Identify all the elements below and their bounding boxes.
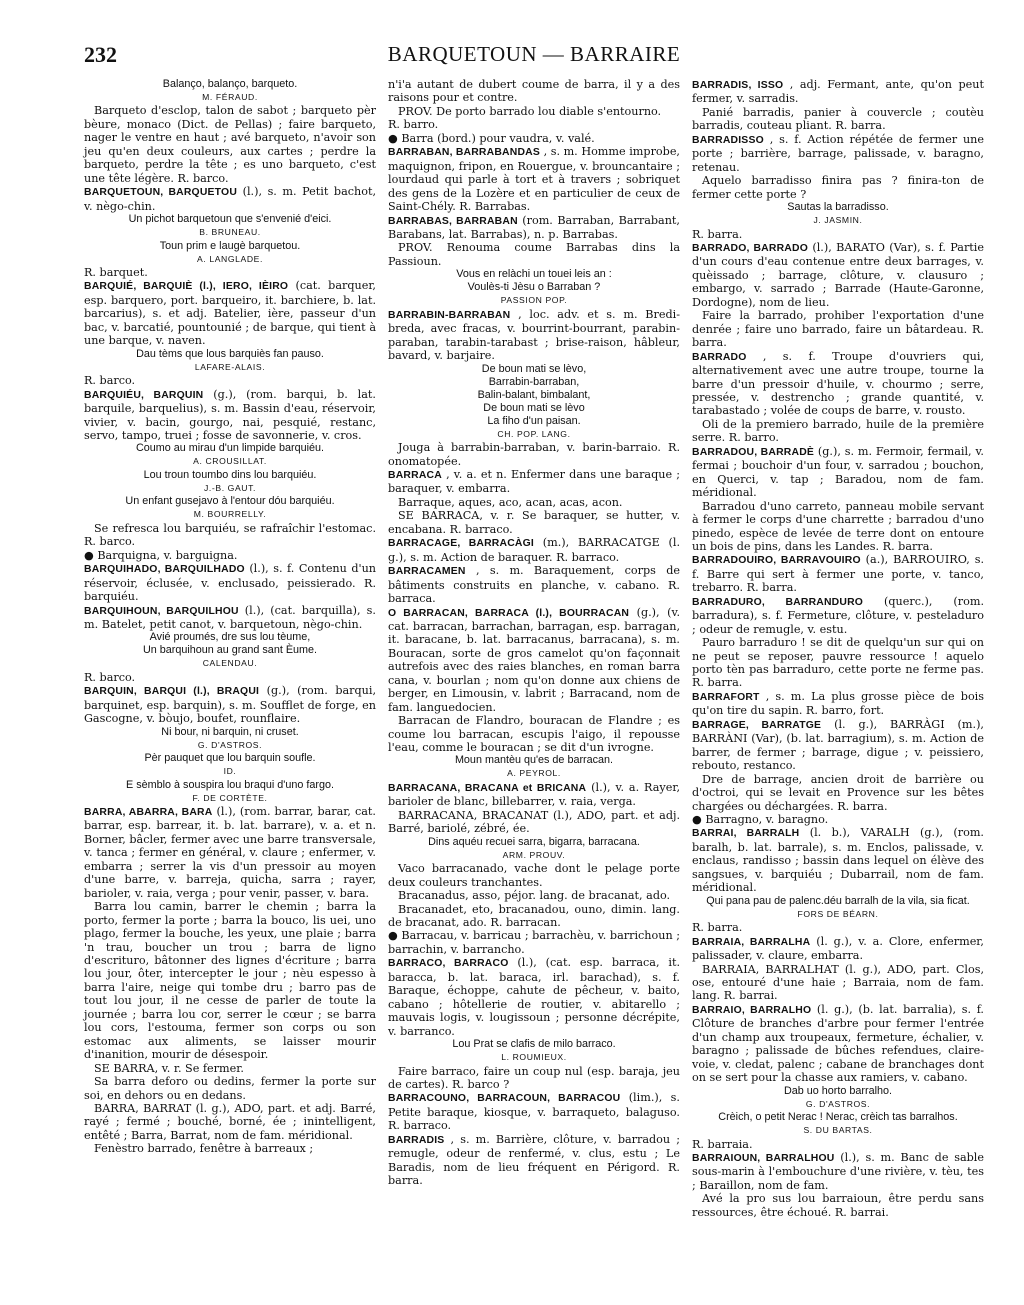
entry-definition: , s. m. Baraquement, corps de bâtiments construits en planche, v. cabano. R. barraca. <box>388 564 680 606</box>
dictionary-entry <box>692 1151 984 1192</box>
entry-headword: BARRAIO, BARRALHO <box>692 1004 812 1016</box>
entry-line: R. barquet. <box>84 265 148 279</box>
citation-quote: Crèich, o petit Nerac ! Nerac, crèich tas barralhos. <box>718 1111 958 1124</box>
citation-quote: Balanço, balanço, barqueto. <box>162 78 298 90</box>
entry-definition: (l.), v. a. Rayer, barioler de blanc, billebarrer, v. raia, verga. <box>388 780 680 809</box>
citation-author: J.-B. GAUT. <box>204 482 256 493</box>
running-head: BARQUETOUN — BARRAIRE <box>387 42 681 66</box>
entry-paragraph: Bracanadus, asso, péjor. lang. de bracanat, ado. <box>398 889 671 903</box>
entry-definition: (l.), (cat. esp. barraca, it. baracca, b. lat. baraca, irl. barachad), s. f. Baraque, échoppe, cahute de pêcheur, v. baito, cabano ; hôtellerie de routier, v. abitarello ; mauvais logis, v. lougissoun ; personne décrépite, v. barranco. <box>388 956 681 1038</box>
entry-definition: (l. g.), v. a. Clore, enfermer, palissader, v. claure, embarra. <box>692 934 984 963</box>
citation-quote: Un pichot barquetoun que s'envenié d'eici. <box>128 213 332 226</box>
citation-author: G. D'ASTROS. <box>805 1098 871 1109</box>
dictionary-entry <box>84 388 376 443</box>
dictionary-entry <box>388 214 680 242</box>
entry-headword: BARRAGE, BARRATGE <box>692 719 822 731</box>
entry-headword: BARRACANA, BRACANA et BRICANA <box>388 782 587 794</box>
entry-headword: BARRADO <box>692 351 747 363</box>
entry-definition: (l.), s. f. Contenu d'un réservoir, éclusée, v. enclusado, peissierado. R. barquiéu. <box>84 562 376 604</box>
entry-definition: (lim.), s. Petite baraque, kiosque, v. barraqueto, balaguso. R. barraco. <box>388 1091 680 1133</box>
entry-definition: (l.), BARATO (Var), s. f. Partie d'un cours d'eau contenue entre deux barrages, v. quèissado ; barrage, clôture, v. clausuro ; embargo, v. sarrado ; Barrade (Haute-Garonne, Dordogne), nom de lieu. <box>692 240 984 309</box>
citation-quote: Un barquihoun au grand sant Èume. <box>142 644 318 657</box>
entry-headword: BARRA, ABARRA, BARA <box>84 807 213 819</box>
citation-author: A. LANGLADE. <box>197 253 263 264</box>
citation-quote: La fiho d'un paisan. <box>487 414 581 427</box>
citation-author: LAFARE-ALAIS. <box>194 361 266 372</box>
citation-author: M. BOURRELLY. <box>193 509 267 520</box>
dictionary-entry <box>692 690 984 718</box>
entry-line: R. barraia. <box>692 1137 753 1151</box>
entry-definition: , s. m. La plus grosse pièce de bois qu'on tire du sapin. R. barro, fort. <box>692 689 984 718</box>
page-number: 232 <box>84 42 117 67</box>
citation-quote: Lou Prat se clafis de milo barraco. <box>452 1038 616 1051</box>
entry-paragraph: Jouga à barrabin-barraban, v. barin-barraio. R. onomatopée. <box>388 441 680 468</box>
citation-author: A. PEYROL. <box>507 768 561 779</box>
dictionary-entry <box>84 604 376 632</box>
entry-headword: BARRADOUIRO, BARRAVOUIRO <box>692 555 861 567</box>
entry-headword: BARRABAS, BARRABAN <box>388 215 518 227</box>
dictionary-entry <box>692 595 984 636</box>
entry-headword: BARRADISSO <box>692 134 764 146</box>
citation-author: A. CROUSILLAT. <box>193 456 267 467</box>
entry-paragraph: SE BARRA, v. r. Se fermer. <box>94 1061 244 1075</box>
citation-author: B. BRUNEAU. <box>199 227 261 238</box>
dictionary-entry <box>692 718 984 773</box>
dictionary-entry <box>388 564 680 605</box>
entry-headword: BARRADURO, BARRANDURO <box>692 596 864 608</box>
dictionary-entry <box>388 145 680 213</box>
dictionary-entry <box>84 805 376 900</box>
column-right <box>692 78 984 1219</box>
entry-headword: BARRAI, BARRALH <box>692 828 800 840</box>
entry-headword: BARRADOU, BARRADÈ <box>692 446 815 458</box>
entry-definition: , v. a. et n. Enfermer dans une baraque ; baraquer, v. embarra. <box>388 467 680 496</box>
citation-author: ARM. PROUV. <box>502 849 566 860</box>
dictionary-entry <box>692 78 984 106</box>
entry-headword: BARRAFORT <box>692 691 760 703</box>
dictionary-entry <box>388 606 680 715</box>
dictionary-entry <box>84 279 376 347</box>
entry-definition: (a.), BARROUIRO, s. f. Barre qui sert à fermer une porte, v. tanco, trebarro. R. barra. <box>692 553 984 595</box>
citation-author: F. DE CORTÈTE. <box>192 792 268 803</box>
entry-definition: (g.), (v. cat. barracan, barrachan, barragan, esp. barragan, it. baracane, b. lat. barracanus, barracana), s. m. Bouracan, sorte de gros camelot qu'on façonnait autrefois avec des raies blanches, en roman barra cana, v. bourlan ; nom qu'on donne aux chiens de berger, en Limousin, v. labrit ; Barracand, nom de fam. languedocien. <box>388 605 680 714</box>
entry-definition: (g.), (rom. barqui, b. lat. barquile, barquelius), s. m. Bassin d'eau, réservoir, vivier, v. bacin, gourgo, nai, pesquié, restanc, servo, tampo, truei ; fosse de savonnerie, v. cros. <box>84 387 376 442</box>
entry-definition: , s. m. Homme improbe, maquignon, fripon, en Rouergue, v. brouncantaire ; lourdaud qui parle à tort et à travers ; sobriquet des gens de la Lozère et en particulier de ceux de Saint-Chély. R. Barrabas. <box>388 145 680 214</box>
entry-definition: (g.), (rom. barqui, barquinet, esp. barquin), s. m. Soufflet de forge, en Gascogne, v. bòujo, boufet, rounflaire. <box>84 684 376 726</box>
dictionary-entry <box>388 468 680 496</box>
entry-paragraph: Aquelo barradisso finira pas ? finira-ton de fermer cette porte ? <box>692 174 984 201</box>
dictionary-entry <box>84 562 376 603</box>
entry-definition: (l. g.), (b. lat. barralia), s. f. Clôture de branches d'arbre pour fermer l'entrée d'un champ aux troupeaux, fermeture, échalier, v. baragno ; palissade de bûches refendues, claire-voie, v. cledat, palenc ; cabane de branchages dont on se sert pour la chasse aux ramiers, v. cabano. <box>692 1002 984 1085</box>
entry-paragraph: Bracanadet, eto, bracanadou, ouno, dimin. lang. de bracanat, ado. R. barracan. <box>388 902 680 930</box>
dictionary-entry <box>388 1133 680 1188</box>
entry-headword: BARQUIÉ, BARQUIÈ (l.), IERO, IÈIRO <box>84 281 289 293</box>
entry-paragraph: SE BARRACA, v. r. Se baraquer, se hutter, v. encabana. R. barraco. <box>388 509 680 536</box>
entry-paragraph: Oli de la premiero barrado, huile de la première serre. R. barro. <box>692 417 984 445</box>
citation-quote: Avié proumés, dre sus lou tèume, <box>149 631 311 644</box>
entry-headword: BARRACA <box>388 469 442 481</box>
entry-line: R. barro. <box>388 118 439 132</box>
entry-paragraph: Dre de barrage, ancien droit de barrière ou d'octroi, qui se levait en Provence sur les bêtes chargées ou déchargées. R. barra. <box>692 772 984 813</box>
entry-line: ● Barquigna, v. barguigna. <box>84 548 238 562</box>
dictionary-entry <box>692 350 984 418</box>
citation-quote: E sèmblo à souspira lou braqui d'uno fargo. <box>126 778 334 791</box>
entry-headword: BARRADIS <box>388 1134 445 1146</box>
citation-quote: Dau tèms que lous barquiès fan pauso. <box>136 347 324 360</box>
column-left <box>84 78 376 1219</box>
dictionary-entry <box>388 1091 680 1132</box>
citation-author: M. FÉRAUD. <box>202 92 258 102</box>
entry-definition: , s. m. Barrière, clôture, v. barradou ; remugle, odeur de renfermé, v. clus, estu ; Le Baradis, nom de lieu fréquent en Périgord. R. barra. <box>388 1132 680 1188</box>
citation-quote: Barrabin-barraban, <box>488 375 580 388</box>
dictionary-entry <box>692 553 984 594</box>
entry-paragraph: Pauro barraduro ! se dit de quelqu'un sur qui on ne peut se reposer, pauvre ressource ! aquelo porto tèn pas barraduro, cette porte ne ferme pas. R. barra. <box>692 636 984 690</box>
entry-headword: O BARRACAN, BARRACA (l.), BOURRACAN <box>388 607 630 619</box>
entry-definition: (m.), BARRACATGE (l. g.), s. m. Action de baraquer. R. barraco. <box>388 536 680 564</box>
entry-paragraph: Faire barraco, faire un coup nul (esp. baraja, jeu de cartes). R. barco ? <box>388 1064 680 1091</box>
dictionary-entry <box>84 684 376 725</box>
citation-quote: Voulès-ti Jèsu o Barraban ? <box>467 281 601 294</box>
entry-headword: BARRACOUNO, BARRACOUN, BARRACOU <box>388 1093 621 1105</box>
citation-author: J. JASMIN. <box>813 215 863 226</box>
entry-paragraph: BARRAIA, BARRALHAT (l. g.), ADO, part. Clos, ose, entouré d'une haie ; Barraia, nom de fam. lang. R. barrai. <box>692 962 984 1003</box>
citation-author: CH. POP. LANG. <box>497 428 571 439</box>
citation-quote: Coumo au mirau d'un limpide barquiéu. <box>135 442 325 455</box>
entry-paragraph: BARRACANA, BRACANAT (l.), ADO, part. et adj. Barré, bariolé, zébré, ée. <box>388 808 680 836</box>
citation-author: PASSION POP. <box>500 295 568 306</box>
entry-definition: (cat. barquer, esp. barquero, port. barqueiro, it. barchiere, b. lat. barcarius), s. et adj. Batelier, ière, passeur d'un bac, v. barcatié, pountounié ; de barque, qui tient à une barque, v. naven. <box>84 279 376 348</box>
entry-headword: BARRAIA, BARRALHA <box>692 936 811 948</box>
entry-headword: BARRACAGE, BARRACÀGI <box>388 538 534 550</box>
dictionary-entry <box>692 935 984 963</box>
entry-line: ● Barra (bord.) pour vaudra, v. valé. <box>388 131 595 145</box>
entry-definition: , adj. Fermant, ante, qu'on peut fermer, v. sarradis. <box>692 78 984 106</box>
entry-line: R. barra. <box>692 921 743 935</box>
citation-quote: Vous en relàchi un touei leis an : <box>456 268 612 281</box>
entry-headword: BARQUIHOUN, BARQUILHOU <box>84 605 239 617</box>
entry-headword: BARQUETOUN, BARQUETOU <box>84 187 238 199</box>
citation-author: CALENDAU. <box>202 658 258 669</box>
entry-paragraph: Fenèstro barrado, fenêtre à barreaux ; <box>94 1142 314 1156</box>
entry-headword: BARRABIN-BARRABAN <box>388 309 511 321</box>
entry-paragraph: PROV. De porto barrado lou diable s'entourno. <box>398 104 662 118</box>
citation-quote: Toun prim e laugè barquetou. <box>159 239 301 252</box>
entry-definition: , s. f. Troupe d'ouvriers qui, alternativement avec une autre troupe, tourne la barre d'un pressoir d'huile, v. chourmo ; serre, pressée, v. destrencho ; grande quantité, v. tarabastado ; volée de coups de barre, v. rousto. <box>692 349 984 418</box>
entry-definition: (l.), (cat. barquilla), s. m. Batelet, petit canot, v. barquetoun, nègo-chin. <box>84 603 376 631</box>
entry-paragraph: Barradou d'uno carreto, panneau mobile servant à fermer le corps d'une charrette ; barradou d'uno pinedo, espèce de levée de terre dont on entoure un bois de pins, dans les Landes. R. barra. <box>692 499 984 553</box>
dictionary-entry <box>388 536 680 564</box>
entry-definition: (querc.), (rom. barradura), s. f. Fermeture, clôture, v. pesteladuro ; odeur de remugle, v. estu. <box>692 594 984 636</box>
citation-quote: Qui pana pau de palenc.déu barralh de la vila, sia ficat. <box>706 894 970 907</box>
entry-paragraph: Sa barra deforo ou dedins, fermer la porte sur soi, en dehors ou en dedans. <box>84 1075 376 1102</box>
citation-quote: Lou troun toumbo dins lou barquiéu. <box>143 468 317 481</box>
dictionary-entry <box>692 1003 984 1085</box>
text-columns <box>84 78 984 1219</box>
entry-headword: BARQUIÉU, BARQUIN <box>84 389 204 401</box>
entry-line: n'i'a autant de dubert coume de barra, il y a des raisons pour et contre. <box>388 78 680 105</box>
entry-paragraph: Barra lou camin, barrer le chemin ; barra la porto, fermer la porte ; barra la bouco, lis uei, uno plago, fermer la bouche, les yeux, une plaie ; barra 'n trau, boucher un trou ; barra de ligno d'escrituro, bâtonner des lignes d'écriture ; barra lou jour, ôter, intercepter le jour ; nèu espesso à barra l'aire, neige qui tombe dru ; barro pas de tout lou jour, il ne cesse de parler de toute la journée ; barra lou cor, serrer le cœur ; se barra lou cors, l'estouma, fermer son corps ou son estomac aux aliments, se laisser mourir d'inanition, mourir de désespoir. <box>84 900 376 1062</box>
citation-author: ID. <box>223 766 237 777</box>
entry-definition: (l. b.), VARALH (g.), (rom. baralh, b. lat. barrale), s. m. Enclos, palissade, v. enclaus, randisso ; bassin dans lequel on élève des sangsues, v. barquiéu ; Dubarrail, nom de fam. méridional. <box>692 826 984 895</box>
entry-paragraph: PROV. Renouma coume Barrabas dins la Passioun. <box>388 241 680 268</box>
entry-line: R. barco. <box>84 670 136 684</box>
citation-quote: Sautas la barradisso. <box>787 201 889 214</box>
citation-author: L. ROUMIEUX. <box>501 1052 567 1063</box>
citation-quote: Ni bour, ni barquin, ni cruset. <box>161 725 299 738</box>
dictionary-entry <box>692 133 984 174</box>
citation-quote: Un enfant gusejavo à l'entour dóu barquiéu. <box>125 495 335 508</box>
entry-line: ● Barracau, v. barricau ; barrachèu, v. barrichoun ; barrachin, v. barrancho. <box>388 929 680 956</box>
citation-quote: De boun mati se lèvo, <box>481 362 587 375</box>
entry-definition: (l.), s. m. Petit bachot, v. nègo-chin. <box>84 185 376 213</box>
citation-quote: Balin-balant, bimbalant, <box>477 388 591 401</box>
dictionary-entry <box>84 185 376 213</box>
entry-definition: (l.), s. m. Banc de sable sous-marin à l'embouchure d'une rivière, v. tèu, tes ; Baraillon, nom de fam. <box>692 1150 984 1192</box>
entry-paragraph: Se refresca lou barquiéu, se rafraîchir l'estomac. R. barco. <box>84 521 376 549</box>
entry-headword: BARQUIN, BARQUI (l.), BRAQUI <box>84 686 260 698</box>
entry-paragraph: Avé la pro sus lou barraioun, être perdu sans ressources, être échoué. R. barrai. <box>692 1192 984 1219</box>
citation-author: FORS DE BÉARN. <box>797 908 879 919</box>
entry-line: R. barco. <box>84 374 136 388</box>
entry-definition: (l.), (rom. barrar, barar, cat. barrar, esp. barrear, it. b. lat. barrare), v. a. et n. Borner, bâcler, fermer avec une barre transversale, v. tanca ; fermer en général, v. claure ; enfermer, v. embarra ; serrer la vis d'un pressoir au moyen d'une barre, v. barreja, quicha, sarra ; rayer, barioler, v. raia, verga ; pour venir, passer, v. bara. <box>84 805 376 900</box>
entry-line: R. barra. <box>692 227 743 241</box>
entry-headword: BARRACO, BARRACO <box>388 958 509 970</box>
entry-paragraph: Barqueto d'esclop, talon de sabot ; barqueto pèr bèure, monaco (Dict. de Pellas) ; faire barqueto, nager le ventre en haut ; avé barqueto, n'avoir son jeu qu'en deux couleurs, aux cartes ; perdre la barqueto, perdre la tête ; es uno barqueto, c'est une tête légère. R. barco. <box>84 104 376 185</box>
entry-paragraph: Panié barradis, panier à couvercle ; coutèu barradis, couteau pliant. R. barra. <box>692 105 984 133</box>
page-header <box>84 38 984 72</box>
entry-paragraph: Barracan de Flandro, bouracan de Flandre ; es coume lou barracan, escupis l'aigo, il repousse l'eau, comme le bouracan ; se dit d'un ivrogne. <box>388 714 680 755</box>
entry-definition: (l. g.), BARRÀGI (m.), BARRÀNI (Var), (b. lat. barragium), s. m. Action de barrer, de fermer ; barrage, digue ; v. peissiero, rebouto, restanco. <box>692 717 984 773</box>
dictionary-entry <box>692 445 984 500</box>
citation-quote: De boun mati se lèvo <box>483 401 585 414</box>
dictionary-entry <box>692 241 984 309</box>
entry-headword: BARQUIHADO, BARQUILHADO <box>84 564 245 576</box>
entry-definition: , loc. adv. et s. m. Bredi-breda, avec fracas, v. bourrint-bourrant, parabin-paraban, tarabin-tarabast ; brise-raison, hâbleur, bavard, v. barjaire. <box>388 307 680 363</box>
citation-author: S. DU BARTAS. <box>803 1125 873 1136</box>
entry-paragraph: Barraque, aques, aco, acan, acas, acon. <box>398 495 623 509</box>
citation-quote: Dins aquéu recuei sarra, bigarra, barracana. <box>428 835 640 848</box>
entry-headword: BARRAIOUN, BARRALHOU <box>692 1152 835 1164</box>
dictionary-entry <box>388 308 680 363</box>
column-middle <box>388 78 680 1219</box>
entry-paragraph: BARRA, BARRAT (l. g.), ADO, part. et adj. Barré, rayé ; fermé ; bouché, borné, ée ; inintelligent, entêté ; Barra, Barrat, nom de fam. méridional. <box>84 1102 376 1142</box>
entry-headword: BARRADIS, ISSO <box>692 80 784 91</box>
entry-definition: , s. f. Action répétée de fermer une porte ; barrière, barrage, palissade, v. baragno, retenau. <box>692 132 984 174</box>
citation-quote: Pèr pauquet que lou barquin soufle. <box>144 752 316 765</box>
entry-headword: BARRABAN, BARRABANDAS <box>388 147 540 159</box>
entry-definition: (rom. Barraban, Barrabant, Barabans, lat. Barrabas), n. p. Barrabas. <box>388 213 680 241</box>
dictionary-entry <box>388 781 680 809</box>
entry-paragraph: Vaco barracanado, vache dont le pelage porte deux couleurs tranchantes. <box>388 862 680 889</box>
citation-author: G. D'ASTROS. <box>197 739 263 750</box>
entry-line: ● Barragno, v. baragno. <box>692 813 829 827</box>
citation-quote: Dab uo horto barralho. <box>783 1084 893 1097</box>
entry-headword: BARRADO, BARRADO <box>692 242 808 254</box>
entry-paragraph: Faire la barrado, prohiber l'exportation d'une denrée ; faire uno barrado, faire un bâtardeau. R. barra. <box>692 309 984 350</box>
entry-headword: BARRACAMEN <box>388 566 466 578</box>
dictionary-entry <box>388 956 680 1038</box>
entry-definition: (g.), s. m. Fermoir, fermail, v. fermai ; bouchoir d'un four, v. sarradou ; bouchon, en Querci, v. tap ; Baradou, nom de fam. méridional. <box>692 444 984 500</box>
citation-quote: Moun mantèu qu'es de barracan. <box>454 754 614 767</box>
dictionary-entry <box>692 826 984 894</box>
